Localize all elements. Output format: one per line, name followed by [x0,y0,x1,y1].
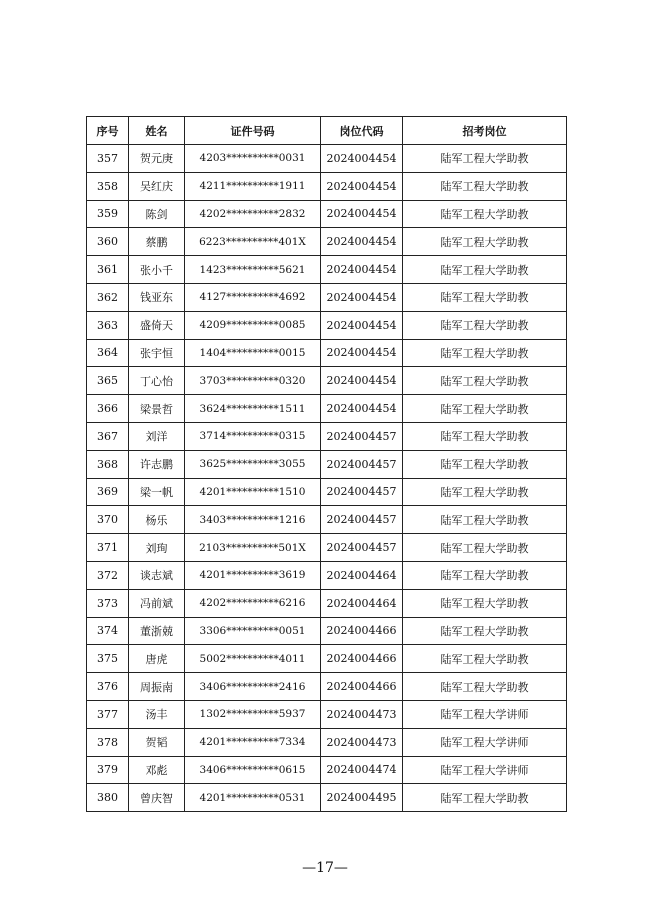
table-row [87,283,567,311]
table-row [87,506,567,534]
table-header-row [87,117,567,145]
cell-post-code: 2024004464 [321,561,403,589]
cell-seq: 357 [87,145,129,173]
header-name: 姓名 [129,117,185,145]
cell-post-code: 2024004454 [321,200,403,228]
table-row [87,256,567,284]
cell-post-code: 2024004454 [321,172,403,200]
cell-name: 张小千 [129,256,185,284]
cell-post-code: 2024004473 [321,728,403,756]
cell-seq: 363 [87,311,129,339]
cell-post: 陆军工程大学助教 [403,673,567,701]
cell-id-number: 3624**********1511 [185,395,321,423]
cell-post: 陆军工程大学助教 [403,339,567,367]
cell-seq: 365 [87,367,129,395]
cell-post-code: 2024004466 [321,645,403,673]
cell-id-number: 6223**********401X [185,228,321,256]
cell-post-code: 2024004457 [321,534,403,562]
table-row [87,534,567,562]
cell-name: 周振南 [129,673,185,701]
page-number: —17— [302,860,348,876]
cell-name: 吴红庆 [129,172,185,200]
cell-post-code: 2024004454 [321,283,403,311]
cell-post-code: 2024004466 [321,617,403,645]
header-id-number: 证件号码 [185,117,321,145]
cell-post-code: 2024004454 [321,256,403,284]
table-row [87,367,567,395]
cell-id-number: 3703**********0320 [185,367,321,395]
cell-post-code: 2024004464 [321,589,403,617]
cell-seq: 359 [87,200,129,228]
table-row [87,228,567,256]
table-row [87,673,567,701]
table-row [87,478,567,506]
cell-post-code: 2024004454 [321,311,403,339]
cell-post-code: 2024004457 [321,506,403,534]
cell-post-code: 2024004457 [321,478,403,506]
table-row [87,145,567,173]
cell-id-number: 4127**********4692 [185,283,321,311]
table-row [87,728,567,756]
cell-post: 陆军工程大学助教 [403,784,567,812]
cell-post-code: 2024004454 [321,367,403,395]
cell-seq: 371 [87,534,129,562]
cell-name: 钱亚东 [129,283,185,311]
cell-id-number: 4211**********1911 [185,172,321,200]
cell-post-code: 2024004454 [321,395,403,423]
table-row [87,589,567,617]
cell-id-number: 4201**********3619 [185,561,321,589]
cell-post: 陆军工程大学助教 [403,478,567,506]
cell-post-code: 2024004466 [321,673,403,701]
cell-name: 张宇恒 [129,339,185,367]
cell-name: 陈剑 [129,200,185,228]
table-row [87,200,567,228]
cell-post: 陆军工程大学讲师 [403,700,567,728]
cell-id-number: 4209**********0085 [185,311,321,339]
cell-name: 许志鹏 [129,450,185,478]
cell-post: 陆军工程大学讲师 [403,728,567,756]
header-post: 招考岗位 [403,117,567,145]
table-row [87,422,567,450]
cell-name: 梁景哲 [129,395,185,423]
cell-id-number: 3625**********3055 [185,450,321,478]
cell-seq: 362 [87,283,129,311]
cell-post: 陆军工程大学助教 [403,561,567,589]
cell-name: 邓彪 [129,756,185,784]
header-post-code: 岗位代码 [321,117,403,145]
cell-name: 汤丰 [129,700,185,728]
cell-post: 陆军工程大学讲师 [403,756,567,784]
cell-id-number: 4202**********6216 [185,589,321,617]
cell-name: 曾庆智 [129,784,185,812]
cell-id-number: 4202**********2832 [185,200,321,228]
cell-id-number: 3406**********0615 [185,756,321,784]
cell-id-number: 3714**********0315 [185,422,321,450]
header-seq: 序号 [87,117,129,145]
table-row [87,561,567,589]
cell-name: 蔡鹏 [129,228,185,256]
cell-post: 陆军工程大学助教 [403,645,567,673]
cell-post: 陆军工程大学助教 [403,617,567,645]
table-row [87,617,567,645]
cell-seq: 376 [87,673,129,701]
cell-seq: 367 [87,422,129,450]
cell-name: 贺元庚 [129,145,185,173]
cell-name: 唐虎 [129,645,185,673]
cell-id-number: 3406**********2416 [185,673,321,701]
cell-seq: 375 [87,645,129,673]
cell-name: 谈志斌 [129,561,185,589]
cell-name: 冯前斌 [129,589,185,617]
table-body [87,145,567,812]
cell-post: 陆军工程大学助教 [403,200,567,228]
cell-post: 陆军工程大学助教 [403,534,567,562]
table-row [87,395,567,423]
cell-post: 陆军工程大学助教 [403,311,567,339]
table-row [87,311,567,339]
cell-id-number: 4201**********7334 [185,728,321,756]
cell-name: 杨乐 [129,506,185,534]
cell-seq: 361 [87,256,129,284]
cell-post: 陆军工程大学助教 [403,145,567,173]
cell-seq: 377 [87,700,129,728]
cell-id-number: 1302**********5937 [185,700,321,728]
cell-id-number: 1404**********0015 [185,339,321,367]
cell-id-number: 2103**********501X [185,534,321,562]
cell-post-code: 2024004454 [321,339,403,367]
cell-id-number: 5002**********4011 [185,645,321,673]
cell-post-code: 2024004473 [321,700,403,728]
cell-id-number: 4201**********1510 [185,478,321,506]
cell-name: 梁一帆 [129,478,185,506]
cell-seq: 360 [87,228,129,256]
cell-seq: 380 [87,784,129,812]
table-row [87,339,567,367]
cell-post: 陆军工程大学助教 [403,506,567,534]
cell-post: 陆军工程大学助教 [403,283,567,311]
cell-seq: 372 [87,561,129,589]
table-row [87,700,567,728]
cell-seq: 370 [87,506,129,534]
cell-post-code: 2024004495 [321,784,403,812]
cell-post: 陆军工程大学助教 [403,395,567,423]
cell-id-number: 1423**********5621 [185,256,321,284]
cell-seq: 379 [87,756,129,784]
table-row [87,756,567,784]
cell-post-code: 2024004457 [321,422,403,450]
cell-post: 陆军工程大学助教 [403,172,567,200]
cell-seq: 368 [87,450,129,478]
cell-seq: 374 [87,617,129,645]
cell-post: 陆军工程大学助教 [403,589,567,617]
cell-seq: 364 [87,339,129,367]
cell-name: 刘洋 [129,422,185,450]
cell-post: 陆军工程大学助教 [403,422,567,450]
cell-post: 陆军工程大学助教 [403,256,567,284]
cell-name: 贺韬 [129,728,185,756]
cell-seq: 378 [87,728,129,756]
cell-seq: 358 [87,172,129,200]
cell-name: 董浙兢 [129,617,185,645]
roster-table [86,116,567,812]
table-row [87,645,567,673]
cell-post: 陆军工程大学助教 [403,450,567,478]
cell-id-number: 3403**********1216 [185,506,321,534]
cell-name: 刘珣 [129,534,185,562]
cell-id-number: 4203**********0031 [185,145,321,173]
cell-post: 陆军工程大学助教 [403,228,567,256]
cell-post-code: 2024004457 [321,450,403,478]
table-row [87,784,567,812]
cell-post-code: 2024004454 [321,228,403,256]
cell-post-code: 2024004454 [321,145,403,173]
cell-post: 陆军工程大学助教 [403,367,567,395]
cell-seq: 366 [87,395,129,423]
table-row [87,450,567,478]
cell-seq: 369 [87,478,129,506]
cell-name: 盛倚天 [129,311,185,339]
cell-seq: 373 [87,589,129,617]
cell-post-code: 2024004474 [321,756,403,784]
table-row [87,172,567,200]
cell-id-number: 4201**********0531 [185,784,321,812]
cell-name: 丁心怡 [129,367,185,395]
cell-id-number: 3306**********0051 [185,617,321,645]
